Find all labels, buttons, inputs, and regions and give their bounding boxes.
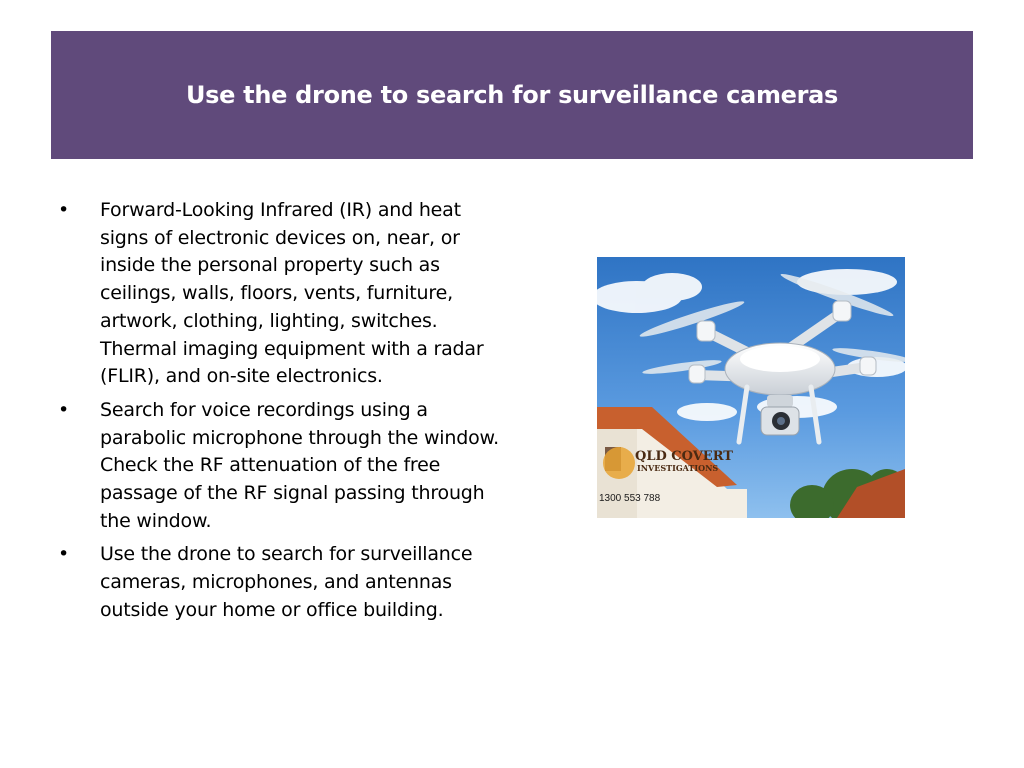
watermark-sub: INVESTIGATIONS: [637, 463, 719, 473]
bullet-text: Use the drone to search for surveillance cameras, microphones, and antennas outside your home or office building.: [100, 543, 473, 621]
title-bar: [51, 31, 973, 159]
bullet-glyph: •: [58, 199, 70, 221]
bullet-item: [58, 397, 508, 536]
bullet-item: [58, 197, 508, 391]
bullet-item: [58, 541, 508, 624]
watermark-name: QLD COVERT: [635, 449, 733, 464]
bullet-glyph: •: [58, 398, 70, 421]
bullet-glyph: •: [58, 543, 70, 566]
bullet-list: [58, 197, 508, 631]
bullet-text: Search for voice recordings using a parabolic microphone through the window. Check the RF attenuation of the free passage of the RF signal passing through the window.: [100, 398, 499, 532]
watermark-phone: 1300 553 788: [599, 493, 661, 504]
drone-illustration: [597, 257, 905, 518]
bullet-text: Forward-Looking Infrared (IR) and heat signs of electronic devices on, near, or inside the personal property such as ceilings, walls, floors, vents, furniture, artwork, clothing, lighting, switches. Thermal imaging equipment with a radar (FLIR), and on-site electronics.: [100, 199, 484, 388]
drone-photo: [597, 257, 905, 518]
slide-title: Use the drone to search for surveillance cameras: [185, 81, 839, 109]
